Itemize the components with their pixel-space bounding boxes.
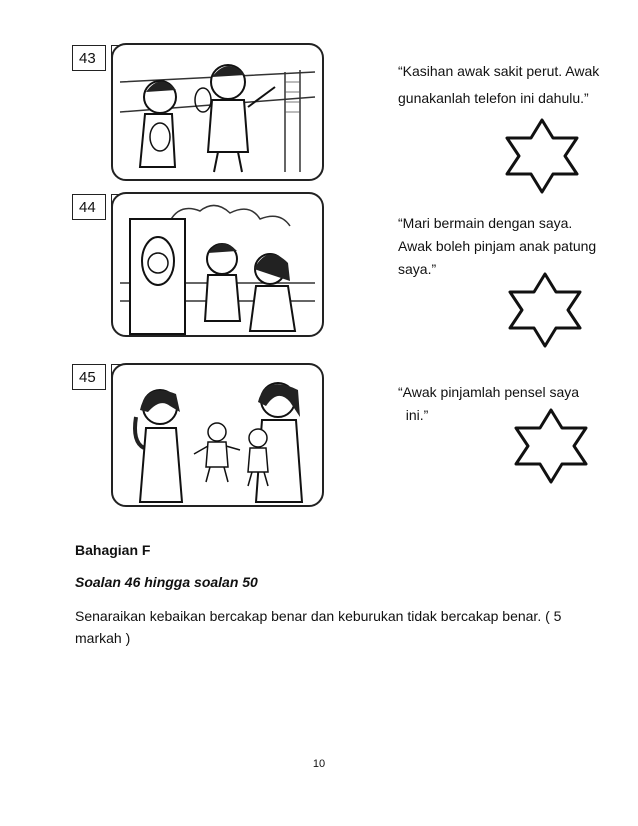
- section-title: Bahagian F: [75, 542, 151, 558]
- illustration-phone-booth-kids: [110, 191, 325, 338]
- section-subtitle: Soalan 46 hingga soalan 50: [75, 574, 258, 590]
- page-number: 10: [312, 758, 326, 770]
- illustration-dolls-girls: [110, 362, 325, 508]
- star-answer-shape[interactable]: [512, 408, 590, 484]
- question-number-box: 44: [72, 194, 106, 220]
- question-number-box: 43: [72, 45, 106, 71]
- quote-text: “Kasihan awak sakit perut. Awak gunakanlah telefon ini dahulu.”: [398, 63, 600, 107]
- star-answer-shape[interactable]: [506, 272, 584, 348]
- question-number-box: 45: [72, 364, 106, 390]
- section-instruction: Senaraikan kebaikan bercakap benar dan keburukan tidak bercakap benar. ( 5 markah ): [75, 608, 562, 647]
- illustration-badminton-kids: [110, 42, 325, 182]
- quote-text: “Mari bermain dengan saya. Awak boleh pinjam anak patung saya.”: [398, 215, 597, 278]
- star-answer-shape[interactable]: [503, 118, 581, 194]
- quote-text: “Awak pinjamlah pensel saya ini.”: [398, 384, 580, 424]
